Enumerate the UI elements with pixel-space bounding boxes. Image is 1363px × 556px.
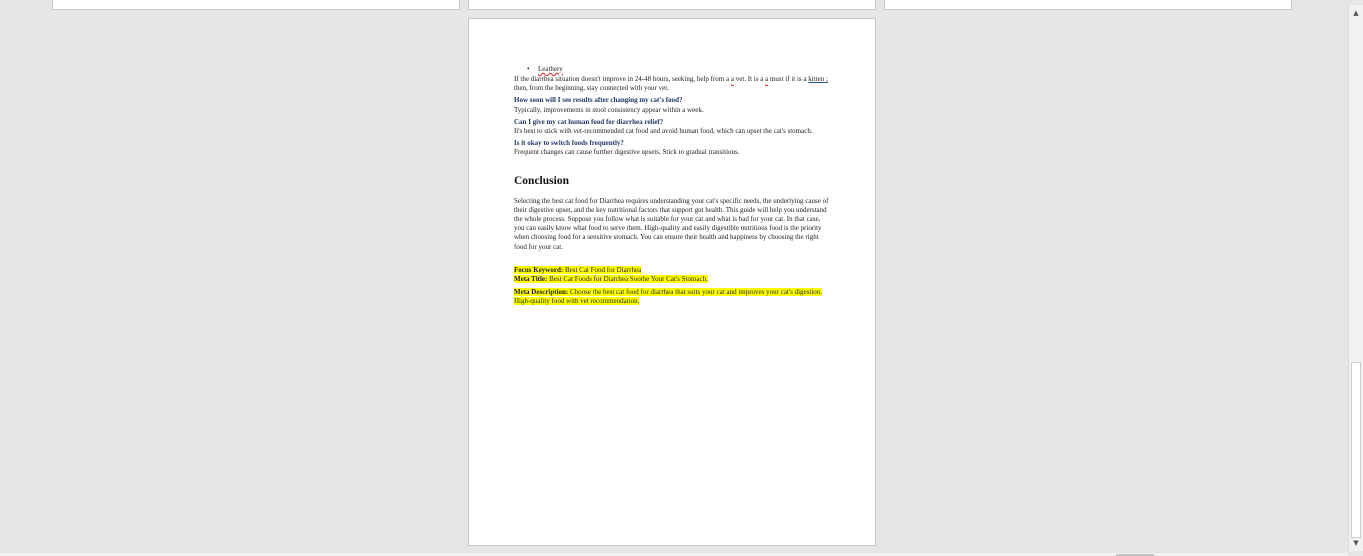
vertical-scrollbar[interactable]	[1348, 5, 1363, 551]
faq-question: How soon will I see results after changing my cat's food?	[514, 96, 683, 105]
faq-question: Can I give my cat human food for diarrhea relief?	[514, 117, 664, 126]
grammar-flag[interactable]: kitten ;	[808, 75, 828, 83]
conclusion-paragraph: Selecting the best cat food for Diarrhea requires understanding your cat's specific needs, the underlying cause of their digestive upset, and the key nutritional factors that support gut health. This guide will help you understand the whole process. Suppose you follow what is suitable for your cat and what is bad for your cat. In that case, you can easily know what food to serve them. High-quality and easily digestible nutritious food is the priority when choosing food for a sensitive stomach. You can ensure their health and happiness by choosing the right food for your cat.	[514, 196, 829, 251]
scroll-down-icon[interactable]: ▼	[1353, 539, 1359, 547]
focus-keyword-label: Focus Keyword:	[514, 265, 564, 274]
focus-keyword-value: Best Cat Food for Diarrhea	[563, 265, 642, 274]
meta-title-line	[514, 275, 832, 284]
scroll-up-icon[interactable]: ▲	[1353, 9, 1359, 17]
intro-text-2: vet. It is a	[733, 75, 766, 83]
previous-page-left	[52, 0, 460, 10]
faq-answer: It's best to stick with vet-recommended cat food and avoid human food, which can upset the cat's stomach.	[514, 127, 813, 136]
bullet-text: Leathery	[538, 65, 563, 73]
document-page[interactable]	[468, 18, 876, 546]
spelling-error[interactable]: a	[765, 75, 769, 83]
spelling-error[interactable]: a	[730, 75, 734, 83]
meta-description-label: Meta Description:	[514, 288, 569, 297]
intro-text-4: then, from the beginning, stay connected with your vet.	[514, 84, 669, 93]
meta-description-line	[514, 288, 832, 306]
faq-answer: Typically, improvements in stool consistency appear within a week.	[514, 105, 704, 114]
conclusion-heading: Conclusion	[514, 174, 569, 187]
faq-answer: Frequent changes can cause further digestive upsets. Stick to gradual transitions.	[514, 148, 740, 157]
meta-title-value: Best Cat Foods for Diarrhea Soothe Your Cat's Stomach.	[547, 275, 708, 284]
bullet-icon: •	[527, 65, 530, 73]
bullet-list-item[interactable]	[514, 65, 832, 75]
intro-paragraph[interactable]	[514, 75, 832, 93]
focus-keyword-line	[514, 266, 832, 275]
page-content[interactable]	[514, 65, 832, 307]
previous-page-center	[468, 0, 876, 10]
meta-description-value: Choose the best cat food for diarrhea that suits your cat and improves your cat's digestion. High-quality food with vet recommendation.	[514, 288, 823, 306]
scrollbar-thumb[interactable]	[1351, 362, 1361, 538]
intro-text-3: must if it is a	[768, 75, 809, 83]
meta-title-label: Meta Title:	[514, 275, 548, 284]
intro-text-1: If the diarrhea situation doesn't improve in 24-48 hours, seeking, help from a	[514, 75, 731, 83]
faq-question: Is it okay to switch foods frequently?	[514, 139, 624, 148]
previous-page-right	[884, 0, 1292, 10]
